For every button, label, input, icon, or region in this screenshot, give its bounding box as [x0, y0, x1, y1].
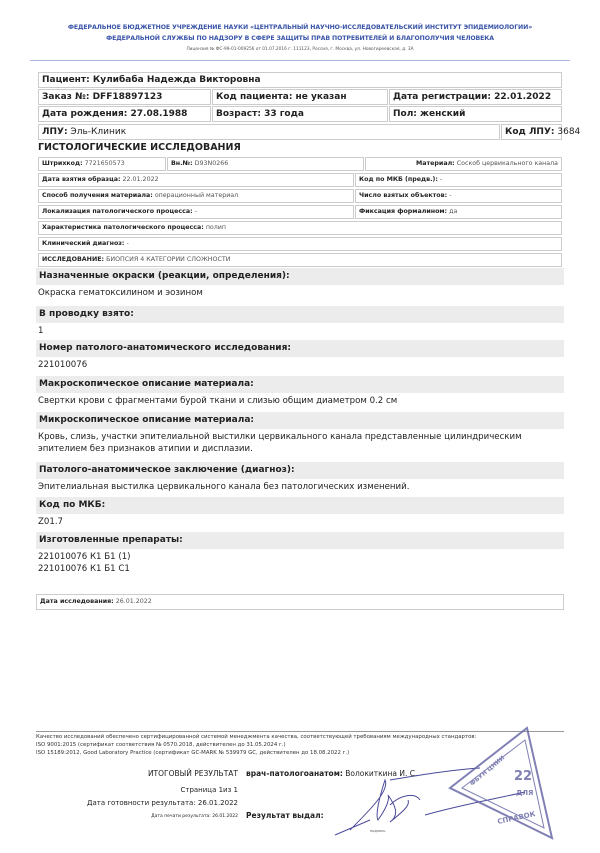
field-6 — [355, 189, 562, 203]
section-header: Код по МКБ: — [36, 497, 564, 514]
section-text: Кровь, слизь, участки эпителиальной выстилки цервикального канала представленные цилиндрическим эпителием без признаков атипии и дисплазии. — [38, 432, 522, 454]
section-text: 221010076 — [38, 360, 88, 370]
field-value: БИОПСИЯ 4 КАТЕГОРИИ СЛОЖНОСТИ — [106, 256, 231, 263]
field-4 — [355, 173, 562, 187]
stamp-number: 22 — [514, 769, 533, 784]
institution-line1: ФЕДЕРАЛЬНОЕ БЮДЖЕТНОЕ УЧРЕЖДЕНИЕ НАУКИ «ЦЕНТРАЛЬНЫЙ НАУЧНО-ИССЛЕДОВАТЕЛЬСКИЙ ИНСТИТУТ ЭПИДЕМИОЛОГИИ» — [67, 24, 533, 31]
sex: Пол: женский — [389, 106, 562, 122]
field-label: Дата взятия образца: — [42, 176, 121, 183]
signature-icon — [335, 768, 525, 835]
study-date — [36, 594, 564, 610]
field-value: 22.01.2022 — [122, 176, 159, 183]
section-title: ГИСТОЛОГИЧЕСКИЕ ИССЛЕДОВАНИЯ — [38, 142, 241, 153]
stamp-icon — [450, 728, 552, 838]
lpu-value: Эль-Клиник — [70, 127, 127, 137]
section-text: Свертки крови с фрагментами бурой ткани и слизью общим диаметром 0.2 см — [38, 396, 398, 406]
field-3 — [38, 173, 354, 187]
section-text: Z01.7 — [38, 517, 64, 527]
field-label: Код по МКБ (предв.): — [359, 176, 438, 183]
field-2 — [365, 157, 562, 171]
section-header: Назначенные окраски (реакции, определения): — [36, 268, 564, 285]
field-label: Локализация патологического процесса: — [42, 208, 193, 215]
field-8 — [355, 205, 562, 219]
signature-caption: подпись — [370, 829, 386, 833]
field-label: ИССЛЕДОВАНИЕ: — [42, 256, 105, 263]
section-header: Макроскопическое описание материала: — [36, 376, 564, 393]
license: Лицензия № ФС-99-01-009256 от 01.07.2016 г. 111123, Россия, г. Москва, ул. Новогиреевская, д. 3А — [186, 47, 414, 52]
study-date-label: Дата исследования: — [40, 598, 114, 605]
doctor-name: Волокиткина И. С. — [345, 769, 418, 778]
field-0 — [38, 157, 166, 171]
section-header: Патолого-анатомическое заключение (диагноз): — [36, 462, 564, 479]
field-11 — [38, 253, 562, 267]
issued-by: Результат выдал: — [246, 811, 324, 820]
lpu — [38, 124, 500, 140]
section-header: Микроскопическое описание материала: — [36, 412, 564, 429]
dob: Дата рождения: 27.08.1988 — [38, 106, 211, 122]
section-text: 1 — [38, 326, 44, 336]
section-text: Эпителиальная выстилка цервикального канала без патологических изменений. — [38, 482, 410, 492]
final-result: ИТОГОВЫЙ РЕЗУЛЬТАТ — [147, 769, 238, 778]
divider — [30, 60, 570, 61]
stamp-text-1: ДЛЯ — [516, 789, 534, 797]
field-value: - — [126, 240, 129, 247]
field-label: Число взятых объектов: — [359, 192, 448, 199]
patient-name: Пациент: Кулибаба Надежда Викторовна — [38, 72, 562, 88]
field-value: да — [449, 208, 458, 215]
iso-9001: ISO 9001:2015 (сертификат соответствия № 0570.2018, действителен до 31.05.2024 г.) — [36, 742, 286, 748]
field-value: 7721650573 — [84, 160, 125, 167]
study-date-value: 26.01.2022 — [115, 598, 152, 605]
field-value: полип — [205, 224, 227, 231]
field-value: Соскоб цервикального канала — [456, 160, 558, 167]
section-text: Окраска гематоксилином и эозином — [38, 288, 203, 298]
print-date: Дата печати результата: 26.01.2022 — [151, 814, 238, 819]
quality-note: Качество исследований обеспечено сертифицированной системой менеджмента качества, соответствующей требованиям международных стандартов: — [36, 734, 477, 740]
age: Возраст: 33 года — [212, 106, 388, 122]
doctor-label: врач-патологоанатом: — [246, 769, 343, 778]
lpu-code — [501, 124, 581, 140]
field-label: Клинический диагноз: — [42, 240, 125, 247]
section-header: Номер патолого-анатомического исследования: — [36, 340, 564, 357]
institution-line2: ФЕДЕРАЛЬНОЙ СЛУЖБЫ ПО НАДЗОРУ В СФЕРЕ ЗАЩИТЫ ПРАВ ПОТРЕБИТЕЛЕЙ И БЛАГОПОЛУЧИЯ ЧЕЛОВЕКА — [106, 35, 494, 42]
field-label: Характеристика патологического процесса: — [42, 224, 204, 231]
section-text-2: 221010076 К1 Б1 С1 — [38, 564, 130, 574]
field-value: - — [194, 208, 197, 215]
field-7 — [38, 205, 354, 219]
stamp-arc-text: ФБУН ЦНИИ — [468, 754, 507, 788]
field-value: - — [449, 192, 452, 199]
field-value: D93N0266 — [194, 160, 229, 167]
lpu-code-value: 3684 — [557, 127, 581, 137]
field-9 — [38, 221, 562, 235]
lpu-code-label: Код ЛПУ: — [505, 127, 555, 137]
field-label: Фиксация формалином: — [359, 208, 448, 215]
patient-code: Код пациента: не указан — [212, 89, 388, 105]
iso-15189: ISO 15189:2012, Good Laboratory Practice (сертификат GC-MARK № 539979 GC, действителен до 18.08.2022 г.) — [36, 750, 350, 756]
page-number: Страница 1из 1 — [180, 786, 238, 794]
signature-and-stamp — [330, 720, 570, 845]
section-text: 221010076 К1 Б1 (1) — [38, 552, 131, 562]
field-label: Штрихкод: — [42, 160, 83, 167]
field-label: Материал: — [415, 160, 455, 167]
lpu-label: ЛПУ: — [42, 127, 68, 137]
field-1 — [167, 157, 364, 171]
field-5 — [38, 189, 354, 203]
order-number: Заказ №: DFF18897123 — [38, 89, 211, 105]
section-header: Изготовленные препараты: — [36, 532, 564, 549]
field-10 — [38, 237, 562, 251]
field-label: Вн.№: — [171, 160, 193, 167]
field-value: операционный материал — [154, 192, 239, 199]
stamp-text-2: СПРАВОК — [496, 810, 537, 826]
section-header: В проводку взято: — [36, 306, 564, 323]
field-value: - — [439, 176, 443, 183]
reg-date: Дата регистрации: 22.01.2022 — [389, 89, 562, 105]
field-label: Способ получения материала: — [42, 192, 153, 199]
ready-date: Дата готовности результата: 26.01.2022 — [87, 799, 238, 807]
